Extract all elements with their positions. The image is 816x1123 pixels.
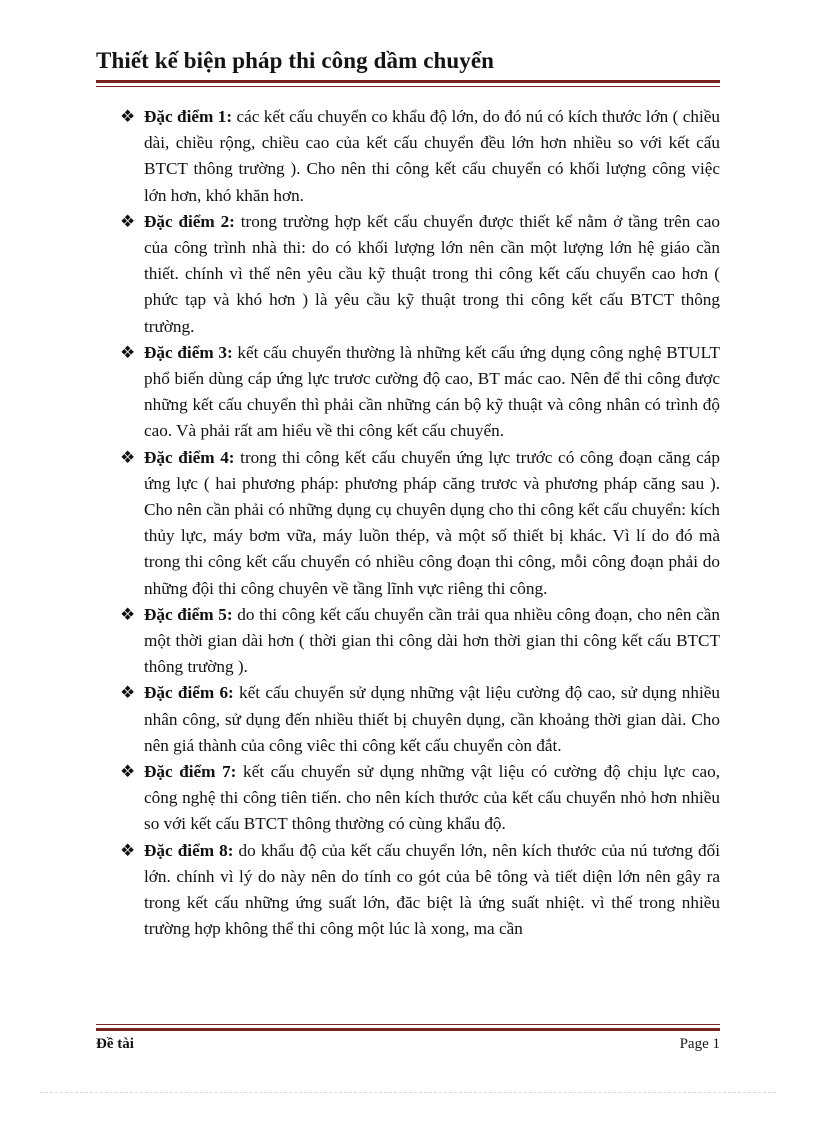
list-item (120, 340, 720, 445)
diamond-bullet-icon: ❖ (120, 683, 136, 703)
diamond-bullet-icon: ❖ (120, 604, 136, 624)
item-label: Đặc điểm 4: (144, 447, 241, 467)
list-item (120, 104, 720, 209)
footer-topic-label: Đề tài (96, 1036, 134, 1052)
item-label: Đặc điểm 2: (144, 211, 241, 231)
item-text: kết cấu chuyển sử dụng những vật liệu có cường độ chịu lực cao, công nghệ thi công tiên tiến. cho nên kích thước của kết cấu chuyển nhỏ hơn nhiều so với kết cấu BTCT thông thường có cùng khẩu độ. (144, 762, 720, 834)
item-text: do thi công kết cấu chuyển cần trải qua nhiều công đoạn, cho nên cần một thời gian dài hơn ( thời gian thi công dài hơn thời gian thi công kết cấu BTCT thông trường ). (144, 604, 721, 677)
diamond-bullet-icon: ❖ (120, 342, 136, 362)
item-text: do khẩu độ của kết cấu chuyển lớn, nên kích thước của nú tương đối lớn. chính vì lý do này nên do tính co gót của bê tông và tiết diện lớn nên gây ra trong kết cấu những ứng suất lớn, đăc biệt là ứng suất nhiệt. vì thế trong nhiều trường hợp không thể thi công một lúc là xong, ma cần (144, 840, 720, 939)
list-item (120, 602, 720, 681)
diamond-bullet-icon: ❖ (120, 762, 136, 782)
header-rule-thin (96, 86, 720, 87)
footer-rule-thin (96, 1024, 720, 1025)
list-item (120, 209, 720, 340)
item-text: trong trường hợp kết cấu chuyển được thiết kế nằm ở tầng trên cao của công trình nhà thi: do có khối lượng lớn nên cần một lượng lớn hệ giáo cần thiết. chính vì thế nên yêu cầu kỹ thuật trong thi công kết cấu chuyển cao hơn ( phức tạp và khó hơn ) là yêu cầu kỹ thuật trong thi công kết cấu BTCT thông trường. (144, 211, 720, 336)
item-label: Đặc điểm 3: (144, 342, 238, 362)
diamond-bullet-icon: ❖ (120, 211, 136, 231)
footer-rule-thick (96, 1028, 720, 1031)
diamond-bullet-icon: ❖ (120, 107, 136, 126)
list-item (120, 680, 720, 759)
item-label: Đặc điểm 1: (144, 107, 237, 126)
list-item (120, 445, 720, 602)
page-number: Page 1 (679, 1036, 720, 1052)
diamond-bullet-icon: ❖ (120, 447, 136, 467)
item-label: Đặc điểm 8: (144, 840, 239, 860)
item-text: trong thi công kết cấu chuyển ứng lực trước có công đoạn căng cáp ứng lực ( hai phương pháp: phương pháp căng trươc và phương pháp căng sau ). Cho nên cần phải có những dụng cụ chuyên dụng cho thi công kết cấu chuyển: kích thủy lực, máy bơm vữa, máy luồn thép, và một số thiết bị khác. Vì lí do đó mà trong thi công kết cấu chuyển có nhiều công đoạn thi công, mỗi công đoạn phải do những đội thi công chuyên về tầng lĩnh vực riêng thi công. (144, 447, 720, 598)
list-item (120, 838, 720, 943)
item-label: Đặc điểm 5: (144, 604, 238, 624)
diamond-bullet-icon: ❖ (120, 840, 136, 860)
page-boundary-divider (40, 1092, 776, 1093)
list-item (120, 759, 720, 838)
page-header-title: Thiết kế biện pháp thi công dầm chuyển (96, 48, 495, 73)
item-text: kết cấu chuyển sử dụng những vật liệu cường độ cao, sử dụng nhiều nhân công, sử dụng đến nhiều thiết bị chuyên dụng, cần khoảng thời gian dài. Cho nên giá thành của công viêc thi công kết cấu chuyển còn đắt. (144, 683, 720, 755)
bullet-list (120, 104, 720, 943)
header-rule-thick (96, 80, 720, 83)
item-label: Đặc điểm 6: (144, 683, 240, 703)
item-text: các kết cấu chuyển co khẩu độ lớn, do đó nú có kích thước lớn ( chiều dài, chiều rộng, chiều cao của kết cấu chuyển đều lớn hơn nhiều so với kết cấu BTCT thông trường ). Cho nên thi công kết cấu chuyển có khối lượng công việc lớn hơn, khó khăn hơn. (144, 107, 721, 205)
item-label: Đặc điểm 7: (144, 762, 243, 782)
item-text: kết cấu chuyển thường là những kết cấu ứng dụng công nghệ BTULT phổ biến dùng cáp ứng lực trươc cường độ cao, BT mác cao. Nên để thi công được những kết cấu chuyển thì phải cần những cán bộ kỹ thuật và công nhân có trình độ cao. Và phải rất am hiểu về thi công kết cấu chuyển. (144, 342, 720, 441)
